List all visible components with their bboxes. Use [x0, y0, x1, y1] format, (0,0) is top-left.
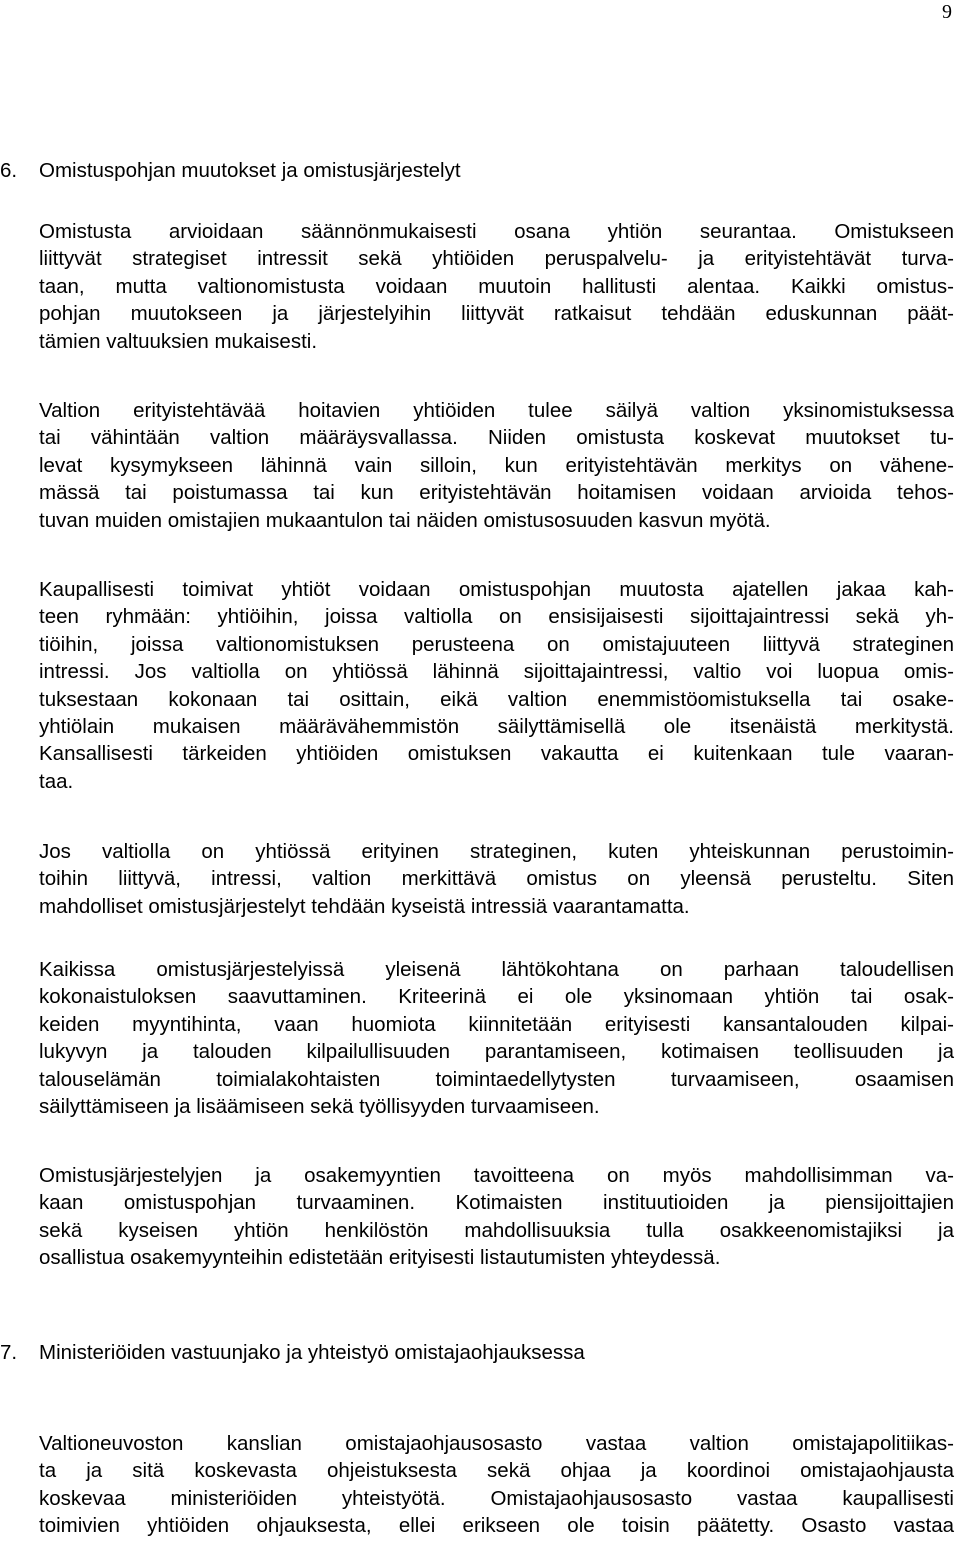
paragraph-line: yhtiölain mukaisen määrävähemmistön säilyttämisellä ole itsenäistä merkitystä.	[39, 715, 954, 739]
paragraph-line: taa.	[39, 769, 74, 793]
paragraph-line: pohjan muutokseen ja järjestelyihin liittyvät ratkaisut tehdään eduskunnan päät-	[39, 302, 954, 326]
paragraph-line: keiden myyntihinta, vaan huomiota kiinnitetään erityisesti kansantalouden kilpai-	[39, 1012, 954, 1036]
paragraph-line: Omistusjärjestelyjen ja osakemyyntien tavoitteena on myös mahdollisimman va-	[39, 1164, 954, 1187]
paragraph-line: Jos valtiolla on yhtiössä erityinen strateginen, kuten yhteiskunnan perustoimin-	[39, 840, 954, 863]
paragraph-line: tämien valtuuksien mukaisesti.	[39, 329, 318, 353]
paragraph-line: liittyvät strategiset intressit sekä yhtiöiden peruspalvelu- ja erityistehtävät turva-	[39, 247, 954, 271]
paragraph-line: osallistua osakemyynteihin edistetään erityisesti listautumisten yhteydessä.	[39, 1246, 721, 1270]
paragraph-line: mahdolliset omistusjärjestelyt tehdään kyseistä intressiä vaarantamatta.	[39, 894, 690, 918]
section-6-title: Omistuspohjan muutokset ja omistusjärjestelyt	[39, 159, 461, 182]
paragraph-line: tai vähintään valtion määräysvallassa. Niiden omistusta koskevat muutokset tu-	[39, 426, 954, 450]
paragraph-line: taan, mutta valtionomistusta voidaan muutoin hallitusti alentaa. Kaikki omistus-	[39, 274, 954, 298]
paragraph-line: Omistusta arvioidaan säännönmukaisesti osana yhtiön seurantaa. Omistukseen	[39, 220, 954, 243]
section-7-title: Ministeriöiden vastuunjako ja yhteistyö omistajaohjauksessa	[39, 1341, 585, 1364]
paragraph-line: toimivien yhtiöiden ohjauksesta, ellei erikseen ole toisin päätetty. Osasto vastaa	[39, 1514, 954, 1538]
paragraph-line: tuvan muiden omistajien mukaantulon tai näiden omistusosuuden kasvun myötä.	[39, 508, 771, 532]
paragraph-line: Valtioneuvoston kanslian omistajaohjausosasto vastaa valtion omistajapolitiikas-	[39, 1432, 954, 1455]
paragraph-6	[39, 1162, 954, 1272]
paragraph-5	[39, 956, 954, 1120]
paragraph-1	[39, 218, 954, 355]
paragraph-line: säilyttämiseen ja lisäämiseen sekä työllisyyden turvaamiseen.	[39, 1095, 600, 1119]
paragraph-line: Kansallisesti tärkeiden yhtiöiden omistuksen vakautta ei kuitenkaan tule vaaran-	[39, 742, 954, 766]
paragraph-line: intressi. Jos valtiolla on yhtiössä lähinnä sijoittajaintressi, valtio voi luopua omis-	[39, 660, 954, 684]
paragraph-line: mässä tai poistumassa tai kun erityistehtävän hoitamisen voidaan arvioida tehos-	[39, 481, 954, 505]
section-6-number: 6.	[0, 159, 18, 182]
paragraph-line: levat kysymykseen lähinnä vain silloin, kun erityistehtävän merkitys on vähene-	[39, 453, 954, 477]
paragraph-line: tiöihin, joissa valtionomistuksen perusteena on omistajuuteen liittyvä strateginen	[39, 632, 954, 656]
page-number: 9	[942, 1, 952, 23]
paragraph-line: lukyvyn ja talouden kilpailullisuuden parantamiseen, kotimaisen teollisuuden ja	[39, 1040, 954, 1064]
paragraph-line: talouselämän toimialakohtaisten toimintaedellytysten turvaamiseen, osaamisen	[39, 1067, 954, 1091]
paragraph-line: Valtion erityistehtävää hoitavien yhtiöiden tulee säilyä valtion yksinomistuksessa	[39, 399, 954, 422]
paragraph-2	[39, 397, 954, 534]
paragraph-4	[39, 838, 954, 920]
paragraph-line: toihin liittyvä, intressi, valtion merkittävä omistus on yleensä perusteltu. Siten	[39, 867, 954, 891]
paragraph-line: sekä kyseisen yhtiön henkilöstön mahdollisuuksia tulla osakkeenomistajiksi ja	[39, 1218, 954, 1242]
paragraph-line: teen ryhmään: yhtiöihin, joissa valtiolla on ensisijaisesti sijoittajaintressi sekä yh-	[39, 605, 954, 629]
paragraph-line: kaan omistuspohjan turvaaminen. Kotimaisten instituutioiden ja piensijoittajien	[39, 1191, 954, 1215]
section-7-number: 7.	[0, 1341, 18, 1364]
paragraph-line: kokonaistuloksen saavuttaminen. Kriteerinä ei ole yksinomaan yhtiön tai osak-	[39, 985, 954, 1009]
paragraph-3	[39, 576, 954, 795]
paragraph-line: Kaupallisesti toimivat yhtiöt voidaan omistuspohjan muutosta ajatellen jakaa kah-	[39, 578, 954, 601]
paragraph-line: ta ja sitä koskevasta ohjeistuksesta sekä ohjaa ja koordinoi omistajaohjausta	[39, 1459, 954, 1483]
paragraph-7	[39, 1430, 954, 1540]
paragraph-line: koskevaa ministeriöiden yhteistyötä. Omistajaohjausosasto vastaa kaupallisesti	[39, 1486, 954, 1510]
paragraph-line: tuksestaan kokonaan tai osittain, eikä valtion enemmistöomistuksella tai osake-	[39, 687, 954, 711]
paragraph-line: Kaikissa omistusjärjestelyissä yleisenä lähtökohtana on parhaan taloudellisen	[39, 958, 954, 981]
